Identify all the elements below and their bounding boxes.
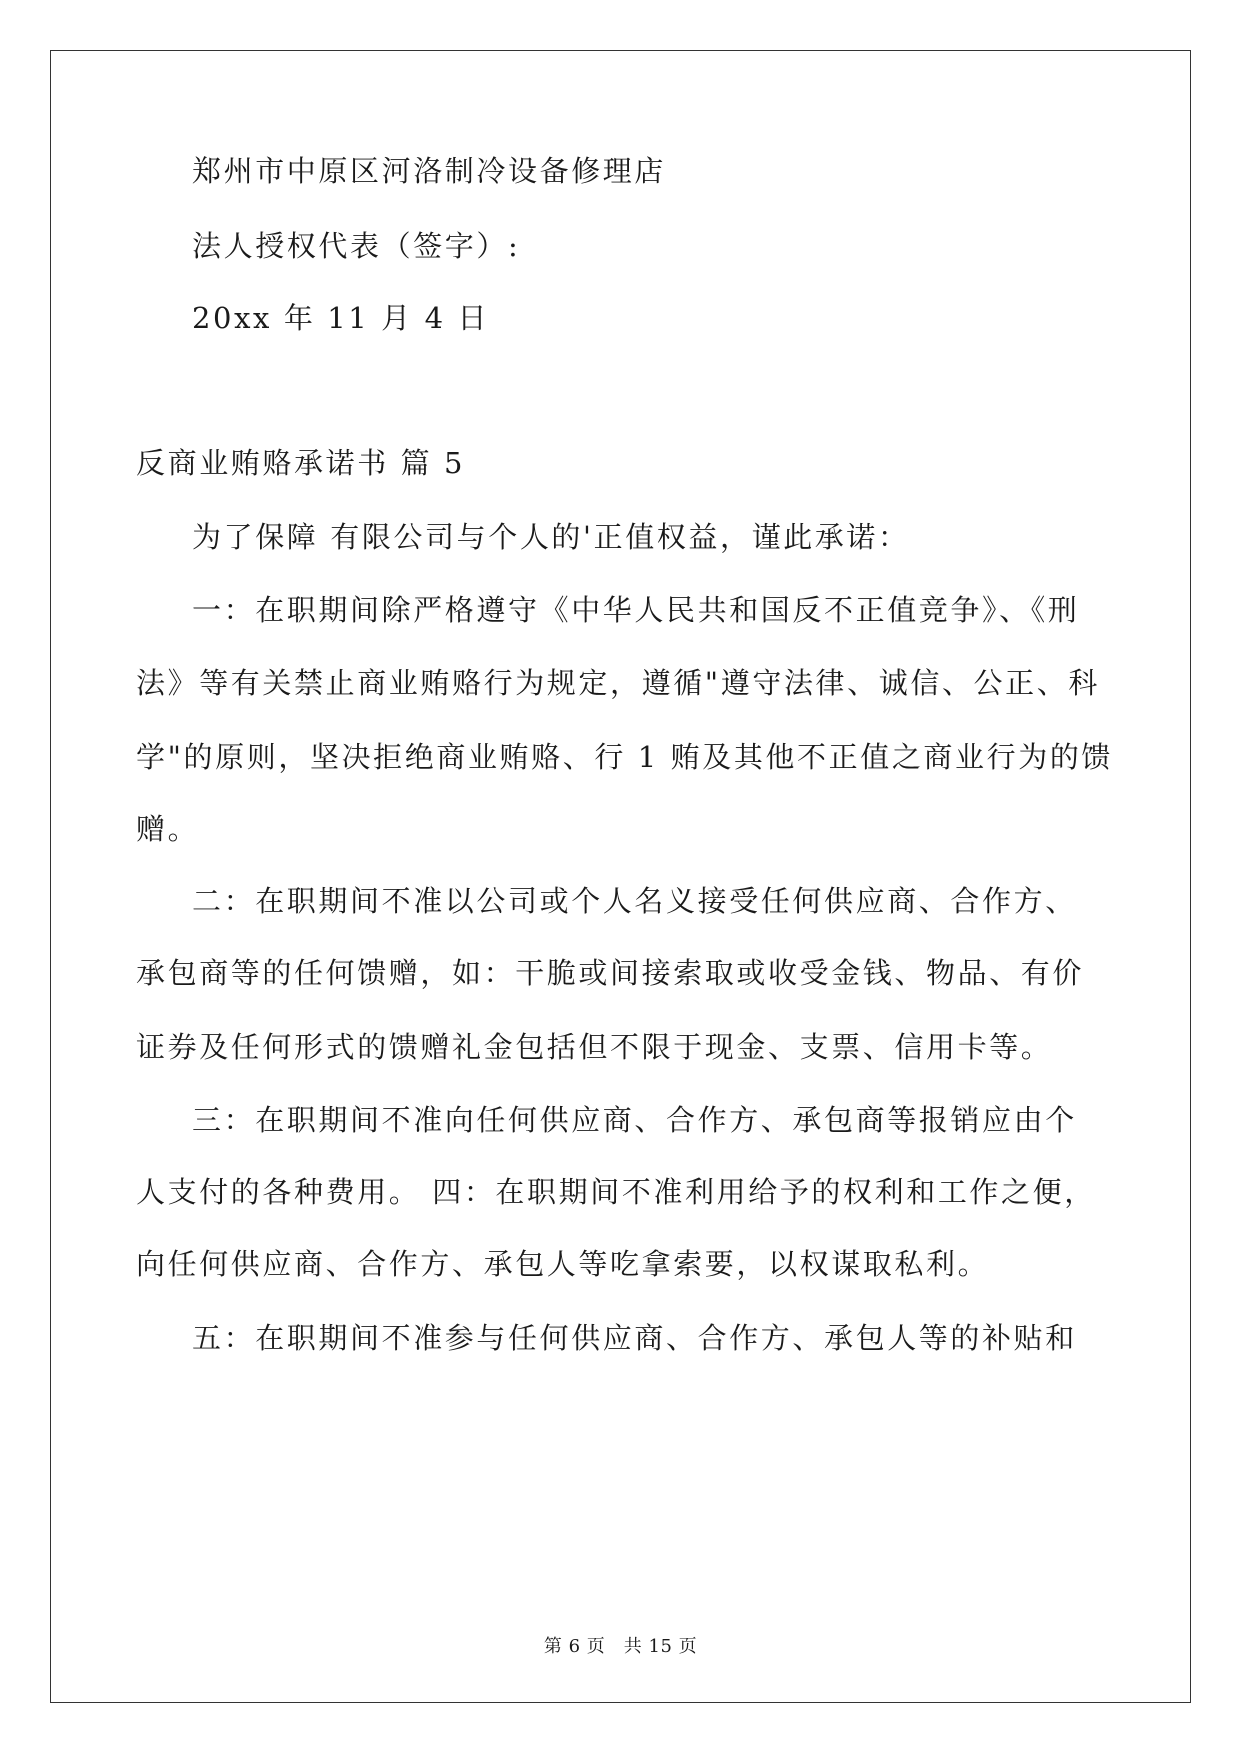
company-name-line: 郑州市中原区河洛制冷设备修理店 [192,154,667,188]
paragraph-1-line-2: 法》等有关禁止商业贿赂行为规定，遵循"遵守法律、诚信、公正、科 [136,666,1100,700]
paragraph-3-line-3: 向任何供应商、合作方、承包人等吃拿索要，以权谋取私利。 [136,1247,990,1281]
paragraph-2-line-3: 证券及任何形式的馈赠礼金包括但不限于现金、支票、信用卡等。 [136,1030,1053,1064]
paragraph-3-line-1: 三：在职期间不准向任何供应商、合作方、承包商等报销应由个 [192,1103,1077,1137]
paragraph-1-line-1: 一：在职期间除严格遵守《中华人民共和国反不正值竞争》、《刑 [192,593,1080,627]
paragraph-intro: 为了保障 有限公司与个人的'正值权益，谨此承诺： [192,520,910,554]
signature-line: 法人授权代表（签字）: [192,229,521,263]
paragraph-3-line-2: 人支付的各种费用。 四：在职期间不准利用给予的权利和工作之便， [136,1175,1096,1209]
page-number-footer: 第 6 页 共 15 页 [543,1636,698,1657]
paragraph-2-line-1: 二：在职期间不准以公司或个人名义接受任何供应商、合作方、 [192,884,1077,918]
section-heading: 反商业贿赂承诺书 篇 5 [136,446,466,480]
paragraph-2-line-2: 承包商等的任何馈赠，如：干脆或间接索取或收受金钱、物品、有价 [136,956,1085,990]
paragraph-5-line-1: 五：在职期间不准参与任何供应商、合作方、承包人等的补贴和 [192,1321,1077,1355]
date-line: 20xx 年 11 月 4 日 [192,301,490,335]
paragraph-1-line-4: 赠。 [136,812,200,846]
paragraph-1-line-3: 学"的原则，坚决拒绝商业贿赂、行 1 贿及其他不正值之商业行为的馈 [136,740,1114,774]
